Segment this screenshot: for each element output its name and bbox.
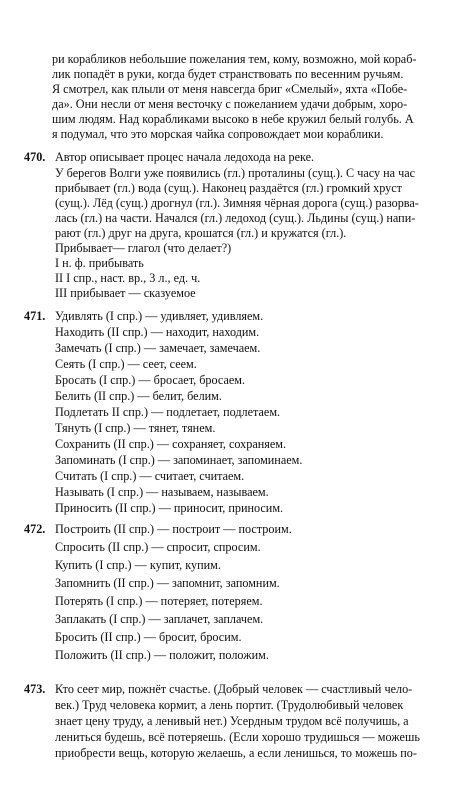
text-line: Белить (II спр.) — белит, белим. <box>55 389 222 403</box>
text-line: Подлетать II спр.) — подлетает, подлетаем. <box>55 405 281 419</box>
text-line: Построить (II спр.) — построит — построим. <box>55 522 292 536</box>
text-line: шим людям. Над корабликами высоко в небе кружил белый голубь. А <box>52 112 414 126</box>
text-line: Кто сеет мир, пожнёт счастье. (Добрый человек — счастливый чело- <box>55 682 413 696</box>
text-line: Бросать (I спр.) — бросает, бросаем. <box>55 373 246 387</box>
text-line: лик попадёт в руки, когда будет странствовать по весенним ручьям. <box>52 67 404 81</box>
text-line: рают (гл.) друг на друга, крошатся (гл.) и кружатся (гл.). <box>55 226 347 240</box>
exercise-number: 473. <box>24 682 46 696</box>
text-line: Положить (II спр.) — положит, положим. <box>55 648 269 662</box>
text-line: Называть (I спр.) — называем, называем. <box>55 485 269 499</box>
text-line: Автор описывает процес начала ледохода на реке. <box>55 150 315 164</box>
text-line: Сеять (I спр.) — сеет, сеем. <box>55 357 197 371</box>
text-line: Удивлять (I спр.) — удивляет, удивляем. <box>55 309 264 323</box>
text-line: Сохранить (II спр.) — сохраняет, сохраняем. <box>55 437 287 451</box>
text-line: Потерять (I спр.) — потеряет, потеряем. <box>55 594 263 608</box>
exercise-number: 470. <box>24 150 46 164</box>
text-line: Замечать (I спр.) — замечает, замечаем. <box>55 341 261 355</box>
text-line: знает цену труду, а ленивый нет.) Усердным трудом всё получишь, а <box>55 714 409 728</box>
text-line: Спросить (II спр.) — спросит, спросим. <box>55 540 261 554</box>
text-line: III прибывает — сказуемое <box>55 286 196 300</box>
text-line: I н. ф. прибывать <box>55 256 144 270</box>
text-line: Прибывает— глагол (что делает?) <box>55 241 232 255</box>
text-line: Запоминать (I спр.) — запоминает, запоминаем. <box>55 453 303 467</box>
text-line: Купить (I спр.) — купит, купим. <box>55 558 221 572</box>
text-line: Считать (I спр.) — считает, считаем. <box>55 469 245 483</box>
text-line: да». Они несли от меня весточку с пожеланием удачи добрым, хоро- <box>52 97 408 111</box>
text-line: приобрести вещь, которую желаешь, а если ленишься, то можешь по- <box>55 746 417 760</box>
exercise-number: 472. <box>24 522 46 536</box>
text-line: лась (гл.) на части. Начался (гл.) ледоход (сущ.). Льдины (сущ.) напи- <box>55 211 416 225</box>
text-line: Бросить (II спр.) — бросит, бросим. <box>55 630 242 644</box>
text-line: Приносить (II спр.) — приносит, приносим. <box>55 501 284 515</box>
text-line: век.) Труд человека кормит, а лень портит. (Трудолюбивый человек <box>55 698 404 712</box>
text-line: я подумал, что это морская чайка сопровождает мои кораблики. <box>52 127 384 141</box>
text-line: Тянуть (I спр.) — тянет, тянем. <box>55 421 216 435</box>
text-line: II I спр., наст. вр., 3 л., ед. ч. <box>55 271 201 285</box>
text-line: ри корабликов небольшие пожелания тем, кому, возможно, мой кораб- <box>52 52 417 66</box>
exercise-number: 471. <box>24 309 46 323</box>
text-line: прибывает (гл.) вода (сущ.). Наконец раздаётся (гл.) громкий хруст <box>55 181 403 195</box>
text-line: (сущ.). Лёд (сущ.) дрогнул (гл.). Зимняя чёрная дорога (сущ.) разорва- <box>55 196 419 210</box>
text-line: Заплакать (I спр.) — заплачет, заплачем. <box>55 612 264 626</box>
text-line: лениться будешь, всё потеряешь. (Если хорошо трудишься — можешь <box>55 730 420 744</box>
text-line: Находить (II спр.) — находит, находим. <box>55 325 260 339</box>
text-line: У берегов Волги уже появились (гл.) проталины (сущ.). С часу на час <box>55 166 416 180</box>
text-line: Запомнить (II спр.) — запомнит, запомним. <box>55 576 280 590</box>
text-line: Я смотрел, как плыли от меня навсегда бриг «Смелый», яхта «Побе- <box>52 82 408 96</box>
